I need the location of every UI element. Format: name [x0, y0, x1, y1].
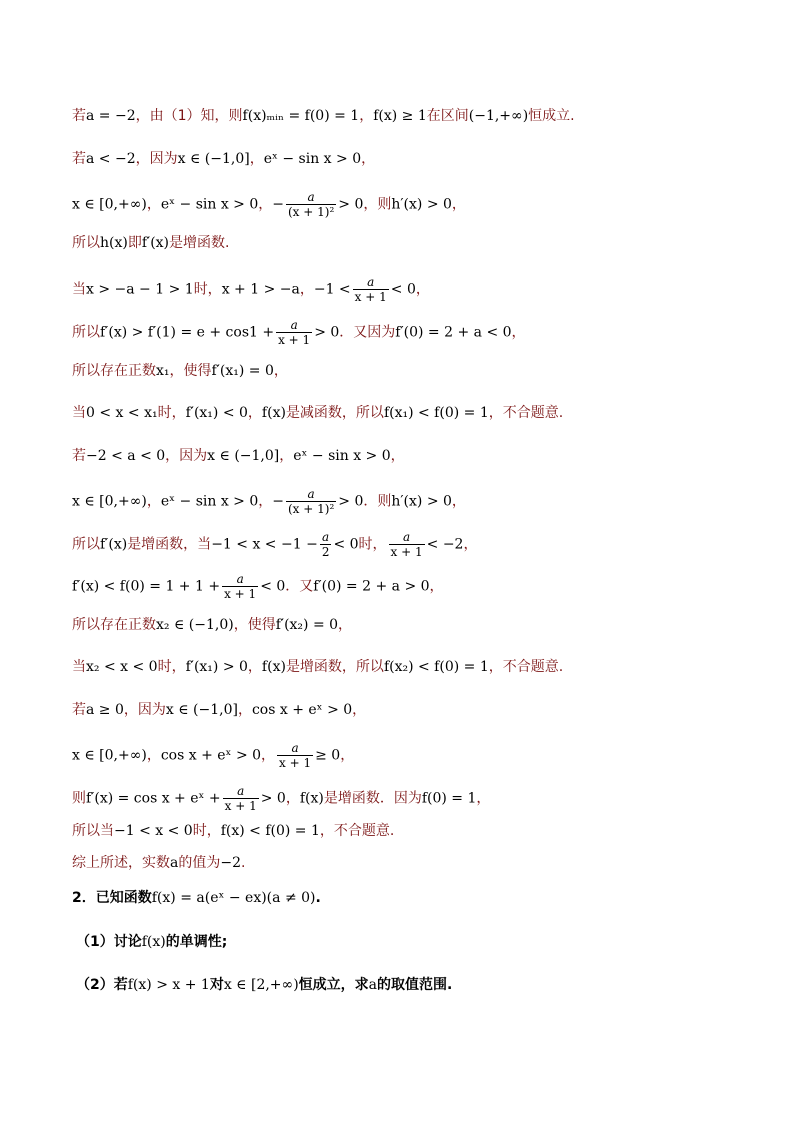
math-expression: f′(x₂) = 0: [275, 617, 339, 633]
text-run: 时，: [157, 405, 186, 421]
fraction: [353, 275, 389, 304]
fraction-denominator: 2: [321, 545, 330, 559]
text-run: 对: [209, 977, 224, 993]
text-run: ，: [146, 747, 161, 764]
math-expression: x₁: [156, 363, 170, 379]
solution-line: [72, 530, 477, 559]
text-run: 恒成立，求: [298, 977, 369, 993]
solution-line: [72, 190, 466, 219]
solution-line: [72, 275, 430, 304]
math-expression: f(0) = 1: [421, 790, 477, 807]
fraction-numerator: a: [286, 487, 336, 502]
math-expression: x₂ ∈ (−1,0): [156, 617, 234, 633]
solution-line: [72, 149, 375, 169]
text-run: 即: [127, 235, 142, 251]
text-run: ．则: [363, 493, 392, 510]
math-expression: > 0: [338, 493, 364, 510]
fraction: [286, 190, 336, 219]
math-expression: f′(x₁) > 0: [185, 659, 248, 675]
math-expression: f(x) < f(0) = 1: [220, 823, 320, 839]
fraction: [286, 487, 336, 516]
math-expression: < 0: [390, 281, 416, 298]
math-expression: a < −2: [86, 151, 136, 167]
text-run: 所以存在正数: [72, 363, 156, 379]
solution-line: [72, 361, 288, 381]
text-run: ，: [261, 747, 276, 764]
math-expression: f′(x) = cos x + eˣ +: [86, 790, 221, 807]
text-run: ，: [463, 536, 478, 553]
math-expression: > 0: [260, 790, 286, 807]
fraction-denominator: (x + 1)²: [288, 502, 335, 516]
text-run: .: [241, 855, 246, 871]
text-run: 的取值范围.: [377, 977, 453, 993]
text-run: ，: [247, 659, 262, 675]
fraction-numerator: a: [276, 318, 312, 333]
text-run: ，不合题意.: [488, 405, 564, 421]
math-expression: x ∈ (−1,0]: [207, 448, 280, 464]
text-run: 当: [72, 659, 86, 675]
math-expression: f′(x₁) < 0: [185, 405, 248, 421]
math-expression: h′(x) > 0: [391, 493, 452, 510]
text-run: 若: [72, 108, 86, 124]
text-run: ，: [146, 493, 161, 510]
math-expression: > 0: [338, 196, 364, 213]
text-run: （2）若: [76, 977, 128, 993]
math-expression: −1 < x < −1 −: [211, 536, 318, 553]
text-run: ，因为: [165, 448, 208, 464]
solution-line: [72, 615, 352, 635]
text-run: ，: [299, 281, 314, 298]
text-run: ，: [359, 108, 374, 124]
text-run: 时，: [358, 536, 387, 553]
fraction-numerator: a: [286, 190, 336, 205]
math-expression: −2 < a < 0: [86, 448, 166, 464]
text-run: 所以存在正数: [72, 617, 156, 633]
math-expression: (−1,+∞): [468, 108, 529, 124]
text-run: ，: [249, 151, 264, 167]
math-expression: < 0: [333, 536, 359, 553]
text-run: 是增函数.: [169, 235, 230, 251]
text-run: ，: [352, 702, 367, 718]
text-run: 若: [72, 702, 86, 718]
text-run: 是增函数，当: [127, 536, 212, 553]
solution-line: [72, 403, 563, 423]
math-expression: −: [272, 493, 284, 510]
math-expression: f(x): [299, 790, 324, 807]
problem-line: [76, 932, 227, 952]
math-expression: < −2: [426, 536, 464, 553]
solution-line: [72, 446, 405, 466]
fraction: [320, 530, 332, 559]
text-run: ，: [390, 448, 405, 464]
text-run: 若: [72, 448, 86, 464]
math-expression: x₂ < x < 0: [86, 659, 158, 675]
text-run: ．又因为: [339, 324, 396, 341]
math-expression: > 0: [314, 324, 340, 341]
math-expression: f(x) > x + 1: [127, 977, 210, 993]
fraction-denominator: x + 1: [224, 799, 257, 813]
fraction: [222, 572, 258, 601]
fraction-numerator: a: [389, 530, 425, 545]
text-run: 所以: [72, 536, 100, 553]
text-run: 当: [72, 405, 86, 421]
math-expression: eˣ − sin x > 0: [293, 448, 391, 464]
solution-line: [72, 741, 354, 770]
fraction-numerator: a: [222, 572, 258, 587]
math-expression: x > −a − 1 > 1: [86, 281, 194, 298]
text-run: ，: [146, 196, 161, 213]
text-run: 时，: [157, 659, 186, 675]
math-expression: x ∈ (−1,0]: [165, 702, 238, 718]
text-run: ，: [511, 324, 526, 341]
text-run: 所以当: [72, 823, 114, 839]
math-expression: f(x): [141, 934, 166, 950]
fraction-numerator: a: [223, 784, 259, 799]
fraction: [277, 741, 313, 770]
math-expression: x ∈ [2,+∞): [223, 977, 299, 993]
problem-line: [72, 888, 321, 908]
fraction-denominator: x + 1: [279, 756, 312, 770]
math-expression: f′(x): [141, 235, 170, 251]
math-expression: h(x): [100, 235, 128, 251]
text-run: ，: [451, 196, 466, 213]
math-expression: f′(0) = 2 + a > 0: [313, 578, 430, 595]
math-expression: −1 <: [313, 281, 351, 298]
text-run: 则: [72, 790, 86, 807]
text-run: ，: [340, 747, 355, 764]
math-expression: −: [272, 196, 284, 213]
math-expression: f′(0) = 2 + a < 0: [395, 324, 512, 341]
math-expression: f(x) ≥ 1: [373, 108, 427, 124]
solution-line: [72, 106, 575, 126]
text-run: 的单调性;: [165, 934, 228, 950]
text-run: 时，: [192, 823, 221, 839]
math-expression: x ∈ [0,+∞): [72, 747, 147, 764]
math-expression: f(x₂) < f(0) = 1: [383, 659, 489, 675]
text-run: 是增函数．因为: [323, 790, 422, 807]
math-expression: ≥ 0: [315, 747, 341, 764]
text-run: ，使得: [233, 617, 276, 633]
text-run: 时，: [193, 281, 222, 298]
solution-line: [72, 572, 444, 601]
text-run: 恒成立.: [528, 108, 575, 124]
math-expression: f(x): [261, 405, 286, 421]
text-run: ，不合题意.: [319, 823, 395, 839]
math-expression: h′(x) > 0: [391, 196, 452, 213]
text-run: 所以: [72, 235, 100, 251]
math-expression: a ≥ 0: [86, 702, 124, 718]
text-run: ，: [285, 790, 300, 807]
math-expression: f(x₁) < f(0) = 1: [383, 405, 489, 421]
text-run: 所以: [72, 324, 100, 341]
text-run: ，: [258, 196, 273, 213]
text-run: 是减函数，所以: [285, 405, 384, 421]
text-run: .: [315, 890, 321, 906]
text-run: 是增函数，所以: [285, 659, 384, 675]
math-expression: f′(x): [100, 536, 128, 553]
math-expression: f(x) = a(eˣ − ex)(a ≠ 0): [151, 890, 316, 906]
fraction-numerator: a: [353, 275, 389, 290]
solution-line: [72, 318, 526, 347]
math-expression: x ∈ [0,+∞): [72, 493, 147, 510]
solution-line: [72, 233, 229, 253]
text-run: （1）讨论: [76, 934, 142, 950]
text-run: ，: [338, 617, 353, 633]
math-expression: 0 < x < x₁: [86, 405, 158, 421]
solution-line: [72, 784, 490, 813]
math-expression: f′(x) < f(0) = 1 + 1 +: [72, 578, 221, 595]
solution-line: [72, 821, 394, 841]
text-run: 的值为: [178, 855, 221, 871]
text-run: ，: [415, 281, 430, 298]
text-run: 若: [72, 151, 86, 167]
text-run: ，: [476, 790, 491, 807]
text-run: ，: [361, 151, 376, 167]
text-run: ，使得: [169, 363, 212, 379]
math-expression: f(x): [261, 659, 286, 675]
solution-line: [72, 700, 366, 720]
math-expression: f′(x) > f′(1) = e + cos1 +: [100, 324, 275, 341]
fraction-denominator: x + 1: [224, 587, 257, 601]
math-expression: cos x + eˣ > 0: [160, 747, 262, 764]
math-expression: eˣ − sin x > 0: [263, 151, 362, 167]
math-expression: x + 1 > −a: [221, 281, 300, 298]
problem-line: [76, 975, 452, 995]
math-expression: eˣ − sin x > 0: [160, 196, 259, 213]
fraction: [389, 530, 425, 559]
math-expression: f′(x₁) = 0: [211, 363, 274, 379]
math-expression: a: [368, 977, 378, 993]
fraction: [223, 784, 259, 813]
solution-line: [72, 657, 563, 677]
math-expression: x ∈ (−1,0]: [177, 151, 250, 167]
fraction-denominator: (x + 1)²: [288, 205, 335, 219]
text-run: 在区间: [426, 108, 469, 124]
fraction-numerator: a: [277, 741, 313, 756]
text-run: ，: [273, 363, 288, 379]
solution-line: [72, 487, 466, 516]
text-run: 综上所述，实数: [72, 855, 170, 871]
text-run: 2．已知函数: [72, 890, 152, 906]
text-run: ．又: [285, 578, 314, 595]
text-run: ，: [258, 493, 273, 510]
math-expression: < 0: [260, 578, 286, 595]
text-run: ，: [279, 448, 294, 464]
text-run: ，不合题意.: [488, 659, 564, 675]
math-expression: a = −2: [86, 108, 136, 124]
math-expression: cos x + eˣ > 0: [251, 702, 353, 718]
math-expression: x ∈ [0,+∞): [72, 196, 147, 213]
text-run: ，因为: [135, 151, 178, 167]
solution-line: [72, 853, 245, 873]
math-expression: f(x)ₘᵢₙ = f(0) = 1: [242, 108, 360, 124]
text-run: ，则: [363, 196, 392, 213]
text-run: ，: [247, 405, 262, 421]
fraction-denominator: x + 1: [390, 545, 423, 559]
math-expression: a: [170, 855, 179, 871]
text-run: 当: [72, 281, 86, 298]
text-run: ，因为: [123, 702, 166, 718]
fraction-denominator: x + 1: [354, 290, 387, 304]
fraction-numerator: a: [320, 530, 332, 545]
text-run: ，: [429, 578, 444, 595]
math-expression: −1 < x < 0: [114, 823, 193, 839]
fraction: [276, 318, 312, 347]
fraction-denominator: x + 1: [278, 333, 311, 347]
math-expression: −2: [220, 855, 241, 871]
text-run: ，: [451, 493, 466, 510]
text-run: ，由（1）知，则: [135, 108, 243, 124]
math-expression: eˣ − sin x > 0: [160, 493, 259, 510]
text-run: ，: [237, 702, 252, 718]
